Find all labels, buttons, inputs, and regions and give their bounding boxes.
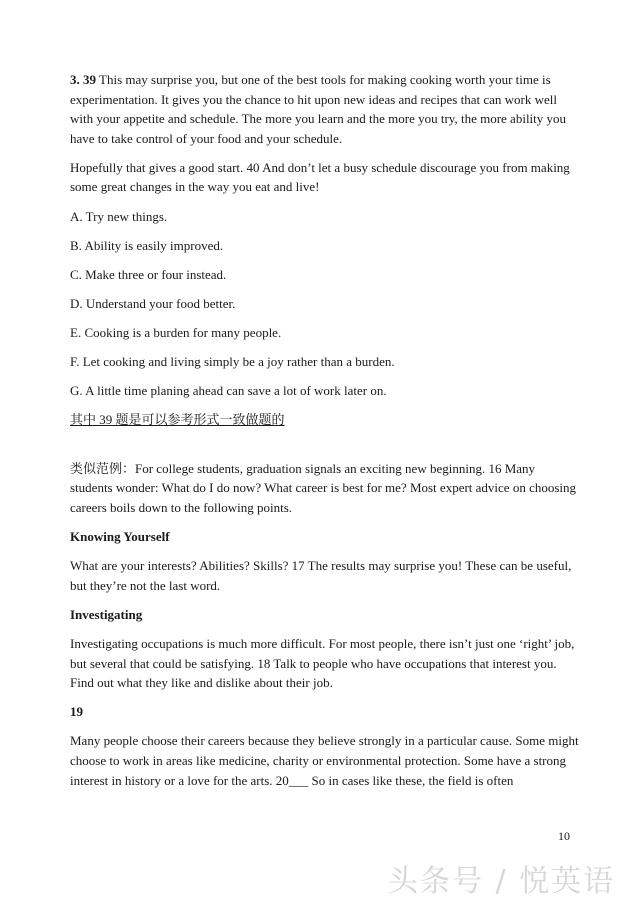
option-g: G. A little time planing ahead can save a lot of work later on. [70, 383, 387, 399]
paragraph-text: This may surprise you, but one of the best tools for making cooking worth your time is experimentation. It gives you the chance to hit upon new ideas and recipes that can work well with your appetite and schedule. The more you learn and the more you try, the more ability you have to take control of your food and your schedule. [70, 72, 567, 146]
spacer [70, 430, 580, 459]
page-number: 10 [558, 829, 570, 843]
option-b: B. Ability is easily improved. [70, 237, 224, 253]
option-d: D. Understand your food better. [70, 295, 236, 311]
section-heading-investigating: Investigating [70, 606, 143, 622]
section-paragraph: Many people choose their careers because they believe strongly in a particular cause. Some might choose to work in areas like medicine, charity or environmental protection. Some have a strong interest in history or a love for the arts. 20___ So in cases like these, the field is often [70, 733, 579, 788]
note-text: 其中 39 题是可以参考形式一致做题的 [70, 412, 285, 428]
document-body [70, 70, 580, 800]
section-paragraph: What are your interests? Abilities? Skills? 17 The results may surprise you! These can be useful, but they’re not the last word. [70, 558, 572, 593]
watermark: 头条号 / 悦英语 [388, 864, 616, 899]
option-c: C. Make three or four instead. [70, 266, 227, 282]
passage-paragraph: Hopefully that gives a good start. 40 And don’t let a busy schedule discourage you from making some great changes in the way you eat and live! [70, 159, 570, 195]
example-intro: 类似范例：For college students, graduation signals an exciting new beginning. 16 Many students wonder: What do I do now? What career is best for me? Most expert advice on choosing careers boils down to the following points. [70, 460, 577, 515]
option-a: A. Try new things. [70, 208, 168, 224]
question-number: 3. 39 [70, 72, 96, 87]
option-f: F. Let cooking and living simply be a joy rather than a burden. [70, 354, 395, 370]
section-heading-knowing-yourself: Knowing Yourself [70, 529, 170, 545]
section-heading-19: 19 [70, 704, 83, 720]
option-e: E. Cooking is a burden for many people. [70, 324, 282, 340]
passage-paragraph [70, 70, 580, 148]
section-paragraph: Investigating occupations is much more difficult. For most people, there isn’t just one ‘right’ job, but several that could be satisfying. 18 Talk to people who have occupations that interest you. Find out what they like and dislike about their job. [70, 635, 575, 691]
